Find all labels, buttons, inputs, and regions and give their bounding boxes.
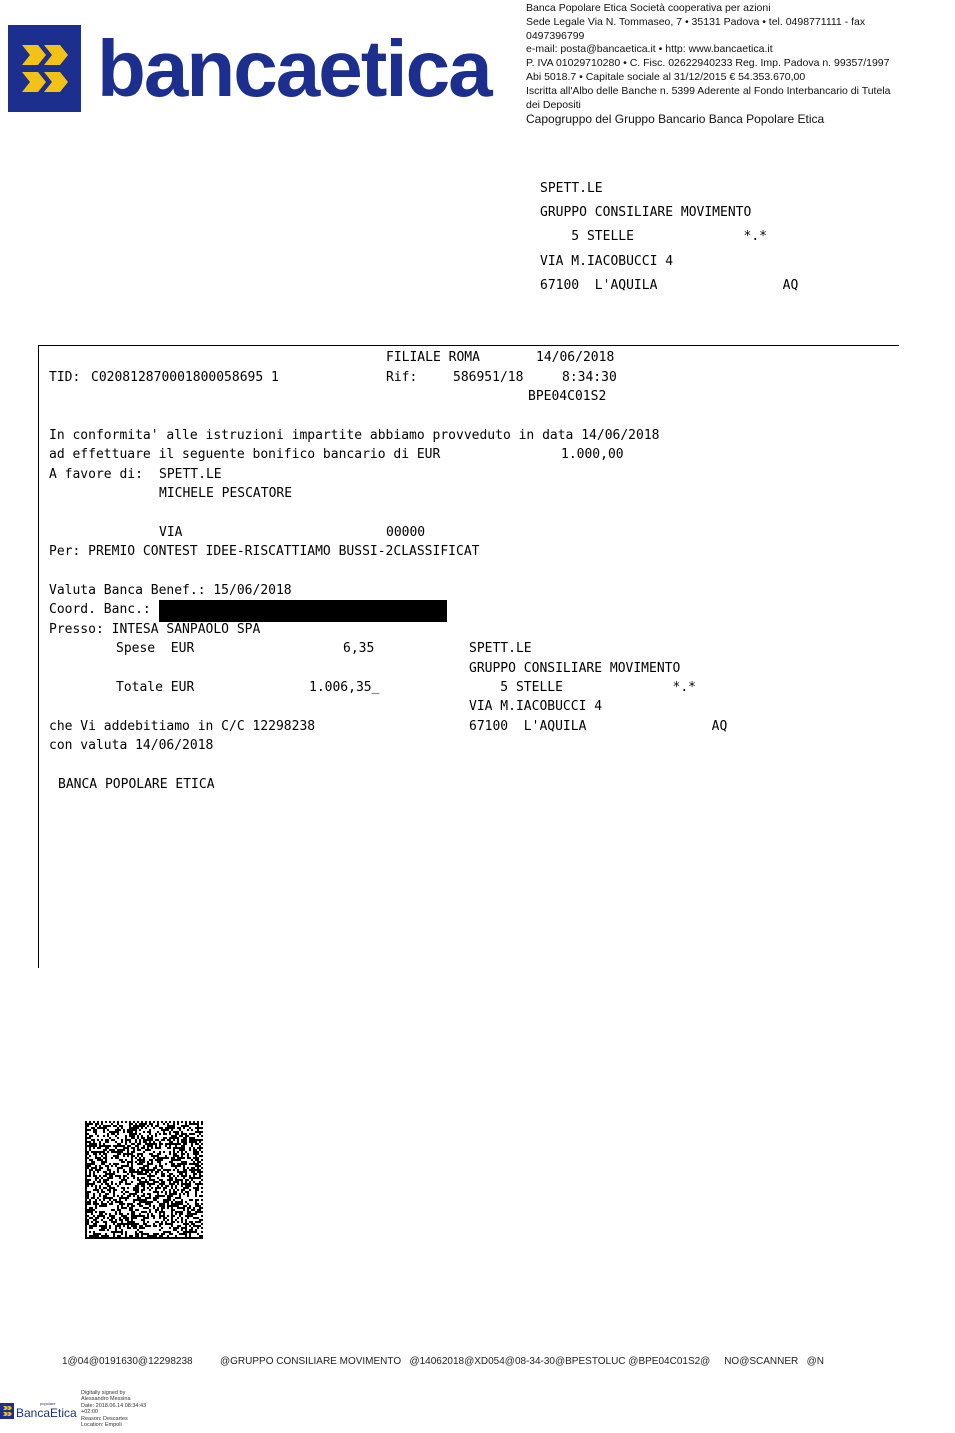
- bank-coordinates-label: Coord. Banc.:: [49, 602, 151, 617]
- recipient-line: SPETT.LE: [540, 181, 603, 196]
- signature-line: Reason: Descartes: [81, 1415, 128, 1422]
- bank-info-line: Iscritta all'Albo delle Banche n. 5399 Aderente al Fondo Interbancario di Tutela: [526, 84, 891, 97]
- signature-line: Alessandro Messina: [81, 1396, 131, 1403]
- footer-code-right: @GRUPPO CONSILIARE MOVIMENTO @14062018@XD054@08-34-30@BPESTOLUC @BPE04C01S2@ NO@SCANNER @N: [220, 1356, 824, 1367]
- bank-info-group: Capogruppo del Gruppo Bancario Banca Popolare Etica: [526, 112, 825, 127]
- rif-value: 586951/18: [453, 370, 524, 385]
- beneficiary-bank: Presso: INTESA SANPAOLO SPA: [49, 622, 261, 637]
- body-line: In conformita' alle istruzioni impartite abbiamo provveduto in data 14/06/2018: [49, 428, 660, 443]
- recipient-line: 67100 L'AQUILA AQ: [540, 278, 799, 293]
- bancaetica-logo-mark: [8, 25, 81, 112]
- recipient-line: GRUPPO CONSILIARE MOVIMENTO: [540, 205, 752, 220]
- letter-frame-top: [38, 345, 899, 346]
- bank-info-line: Abi 5018.7 • Capitale sociale al 31/12/2015 € 54.353.670,00: [526, 70, 806, 83]
- signature-line: Date: 2018.06.14 08:34:43: [81, 1402, 147, 1409]
- bank-info-line: 0497396799: [526, 29, 585, 42]
- rif-label: Rif:: [386, 370, 418, 385]
- redacted-bank-coordinates: [159, 600, 447, 622]
- body-line: ad effettuare il seguente bonifico bancario di EUR: [49, 447, 441, 462]
- bank-info-line: Banca Popolare Etica Società cooperativa per azioni: [526, 2, 771, 14]
- banca-etica-small-logo: [0, 1399, 78, 1423]
- debit-value-date: con valuta 14/06/2018: [49, 738, 214, 753]
- branch-name: FILIALE ROMA: [386, 350, 480, 365]
- payment-reason: Per: PREMIO CONTEST IDEE-RISCATTIAMO BUSSI-2CLASSIFICAT: [49, 544, 480, 559]
- bank-info-line: dei Depositi: [526, 98, 581, 111]
- letter-recipient-line: 5 STELLE *.*: [469, 680, 696, 695]
- fees-value: 6,35: [343, 641, 375, 656]
- small-logo-subtext: popolare: [40, 1401, 56, 1406]
- transfer-amount: 1.000,00: [561, 447, 624, 462]
- signature-line: Location: Empoli: [81, 1422, 122, 1429]
- bank-info-line: e-mail: posta@bancaetica.it • http: www.bancaetica.it: [526, 43, 773, 56]
- value-date: Valuta Banca Benef.: 15/06/2018: [49, 583, 292, 598]
- datamatrix-barcode: [85, 1121, 203, 1239]
- letter-date: 14/06/2018: [536, 350, 615, 365]
- recipient-line: VIA M.IACOBUCCI 4: [540, 254, 674, 269]
- bancaetica-logo-text: bancaetica: [97, 24, 491, 113]
- bank-info-line: P. IVA 01029710280 • C. Fisc. 02622940233 Reg. Imp. Padova n. 99357/1997: [526, 57, 890, 70]
- beneficiary-name: MICHELE PESCATORE: [159, 486, 293, 501]
- fees-label: Spese EUR: [116, 641, 195, 656]
- total-value: 1.006,35_: [309, 680, 380, 695]
- letter-signature: BANCA POPOLARE ETICA: [58, 777, 215, 792]
- small-logo-text: BancaEtica: [16, 1406, 77, 1420]
- letter-recipient-line: 67100 L'AQUILA AQ: [469, 719, 728, 734]
- document-code: BPE04C01S2: [528, 389, 607, 404]
- signature-line: Digitally signed by: [81, 1390, 126, 1396]
- tid-label: TID:: [49, 370, 81, 385]
- beneficiary-street: VIA: [159, 525, 183, 540]
- beneficiary-street-number: 00000: [386, 525, 426, 540]
- total-label: Totale EUR: [116, 680, 195, 695]
- letter-frame-left: [38, 345, 39, 968]
- beneficiary-line: SPETT.LE: [159, 467, 222, 482]
- footer-code-left: 1@04@0191630@12298238: [62, 1356, 193, 1367]
- letter-time: 8:34:30: [562, 370, 617, 385]
- letter-recipient-line: GRUPPO CONSILIARE MOVIMENTO: [469, 661, 681, 676]
- signature-line: +02:00: [81, 1409, 98, 1416]
- letter-recipient-line: VIA M.IACOBUCCI 4: [469, 699, 603, 714]
- letter-recipient-line: SPETT.LE: [469, 641, 532, 656]
- recipient-line: 5 STELLE *.*: [540, 229, 767, 244]
- bank-info-line: Sede Legale Via N. Tommaseo, 7 • 35131 Padova • tel. 0498771111 - fax: [526, 15, 866, 28]
- digital-signature: [81, 1390, 146, 1428]
- beneficiary-label: A favore di:: [49, 467, 143, 482]
- bank-info: [526, 2, 926, 127]
- tid-value: C020812870001800058695 1: [91, 370, 279, 385]
- debit-account: che Vi addebitiamo in C/C 12298238: [49, 719, 316, 734]
